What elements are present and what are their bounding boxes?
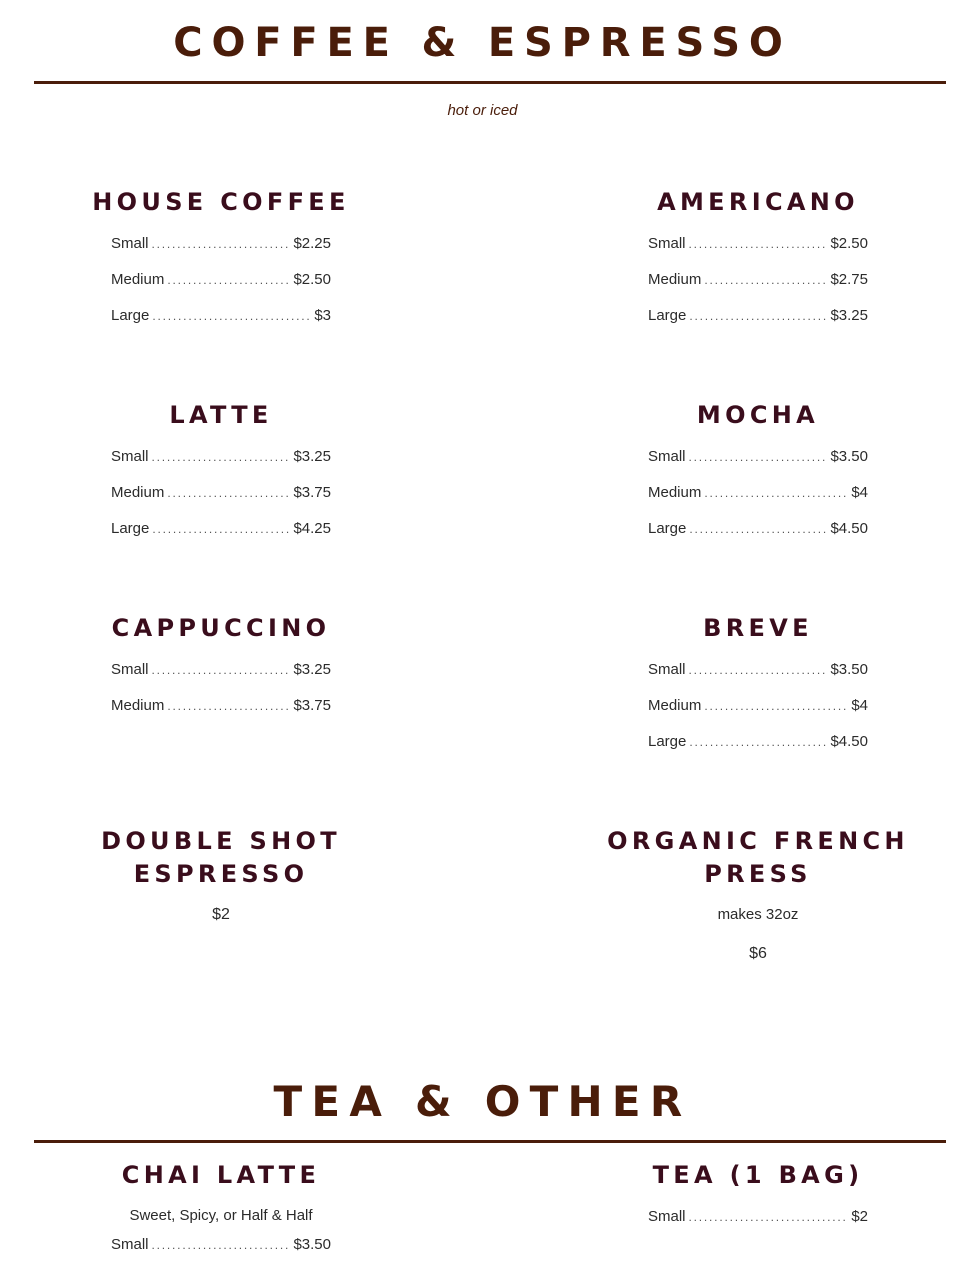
dot-leader: [152, 309, 311, 323]
dot-leader: [152, 522, 290, 536]
item-title: AMERICANO: [657, 188, 859, 216]
size-label: Small: [648, 661, 686, 678]
size-label: Medium: [648, 484, 702, 501]
coffee-espresso-heading: COFFEE & ESPRESSO: [173, 20, 792, 66]
price-value: $4: [851, 484, 868, 501]
price-value: $2.50: [830, 235, 868, 252]
price-value: $3.25: [293, 448, 331, 465]
price-value: $4.50: [830, 520, 868, 537]
price-row: [648, 484, 868, 520]
price-row: [111, 448, 331, 484]
price-row: [648, 448, 868, 484]
item-title: [11, 825, 431, 891]
dot-leader: [152, 1238, 291, 1252]
dot-leader: [152, 663, 291, 677]
price-row: [111, 1236, 331, 1272]
item-title: LATTE: [169, 401, 273, 429]
price-row: [111, 661, 331, 697]
item-title: MOCHA: [696, 401, 820, 429]
size-label: Large: [648, 520, 687, 537]
dot-leader: [689, 1210, 849, 1224]
item-title-line: PRESS: [704, 860, 812, 888]
menu-item-double-shot-espresso: [11, 825, 431, 924]
price-row: [648, 1208, 868, 1244]
price-value: $2.50: [293, 271, 331, 288]
price-value: $2: [851, 1208, 868, 1225]
dot-leader: [689, 309, 827, 323]
size-label: Large: [648, 733, 687, 750]
item-title: HOUSE COFFEE: [92, 188, 350, 216]
item-title-line: DOUBLE SHOT: [101, 827, 341, 855]
dot-leader: [167, 273, 290, 287]
price-value: $3: [314, 307, 331, 324]
size-label: Small: [111, 661, 149, 678]
item-title-line: ORGANIC FRENCH: [607, 827, 909, 855]
size-label: Small: [648, 235, 686, 252]
menu-item-breve: [548, 612, 965, 769]
dot-leader: [167, 699, 290, 713]
menu-item-chai-latte: [11, 1159, 431, 1272]
size-label: Medium: [111, 271, 165, 288]
price-row: [111, 307, 331, 343]
size-label: Medium: [648, 697, 702, 714]
price-value: $2.25: [293, 235, 331, 252]
price-row: [111, 697, 331, 733]
dot-leader: [704, 699, 848, 713]
dot-leader: [689, 663, 828, 677]
size-label: Small: [111, 1236, 149, 1253]
price-value: $4.25: [293, 520, 331, 537]
price-value: $6: [749, 945, 767, 962]
dot-leader: [167, 486, 290, 500]
price-row: [648, 235, 868, 271]
price-value: $2.75: [830, 271, 868, 288]
dot-leader: [689, 522, 827, 536]
size-label: Medium: [648, 271, 702, 288]
menu-item-cappuccino: [11, 612, 431, 733]
section-subtitle: hot or iced: [447, 102, 518, 119]
price-value: $2: [212, 906, 230, 923]
menu-item-americano: [548, 186, 965, 343]
price-value: $3.50: [830, 661, 868, 678]
price-row: [648, 307, 868, 343]
item-title: CHAI LATTE: [121, 1161, 321, 1189]
menu-item-tea: [548, 1159, 965, 1244]
size-label: Medium: [111, 697, 165, 714]
item-title-line: ESPRESSO: [133, 860, 309, 888]
price-row: [111, 520, 331, 556]
dot-leader: [152, 237, 291, 251]
dot-leader: [704, 273, 827, 287]
size-label: Small: [111, 235, 149, 252]
item-note: Sweet, Spicy, or Half & Half: [129, 1207, 313, 1224]
item-title: [548, 825, 965, 891]
price-row: [648, 520, 868, 556]
price-value: $3.75: [293, 697, 331, 714]
size-label: Large: [111, 520, 150, 537]
dot-leader: [152, 450, 291, 464]
menu-item-latte: [11, 399, 431, 556]
dot-leader: [704, 486, 848, 500]
price-row: [648, 733, 868, 769]
dot-leader: [689, 735, 827, 749]
size-label: Medium: [111, 484, 165, 501]
menu-item-house-coffee: [11, 186, 431, 343]
size-label: Large: [648, 307, 687, 324]
price-value: $4: [851, 697, 868, 714]
price-row: [648, 697, 868, 733]
menu-item-organic-french-press: [548, 825, 965, 963]
section-divider: [34, 81, 946, 84]
price-row: [111, 271, 331, 307]
price-value: $3.25: [830, 307, 868, 324]
price-value: $4.50: [830, 733, 868, 750]
item-note: makes 32oz: [717, 906, 799, 923]
size-label: Small: [111, 448, 149, 465]
dot-leader: [689, 450, 828, 464]
size-label: Large: [111, 307, 150, 324]
tea-other-heading: TEA & OTHER: [273, 1077, 692, 1126]
price-row: [111, 484, 331, 520]
price-row: [648, 661, 868, 697]
price-value: $3.50: [293, 1236, 331, 1253]
menu-item-mocha: [548, 399, 965, 556]
price-value: $3.50: [830, 448, 868, 465]
size-label: Small: [648, 448, 686, 465]
price-row: [111, 235, 331, 271]
price-value: $3.25: [293, 661, 331, 678]
dot-leader: [689, 237, 828, 251]
item-title: CAPPUCCINO: [111, 614, 331, 642]
item-title: BREVE: [703, 614, 813, 642]
price-row: [648, 271, 868, 307]
size-label: Small: [648, 1208, 686, 1225]
item-title: TEA (1 BAG): [652, 1161, 864, 1189]
price-value: $3.75: [293, 484, 331, 501]
section-divider: [34, 1140, 946, 1143]
